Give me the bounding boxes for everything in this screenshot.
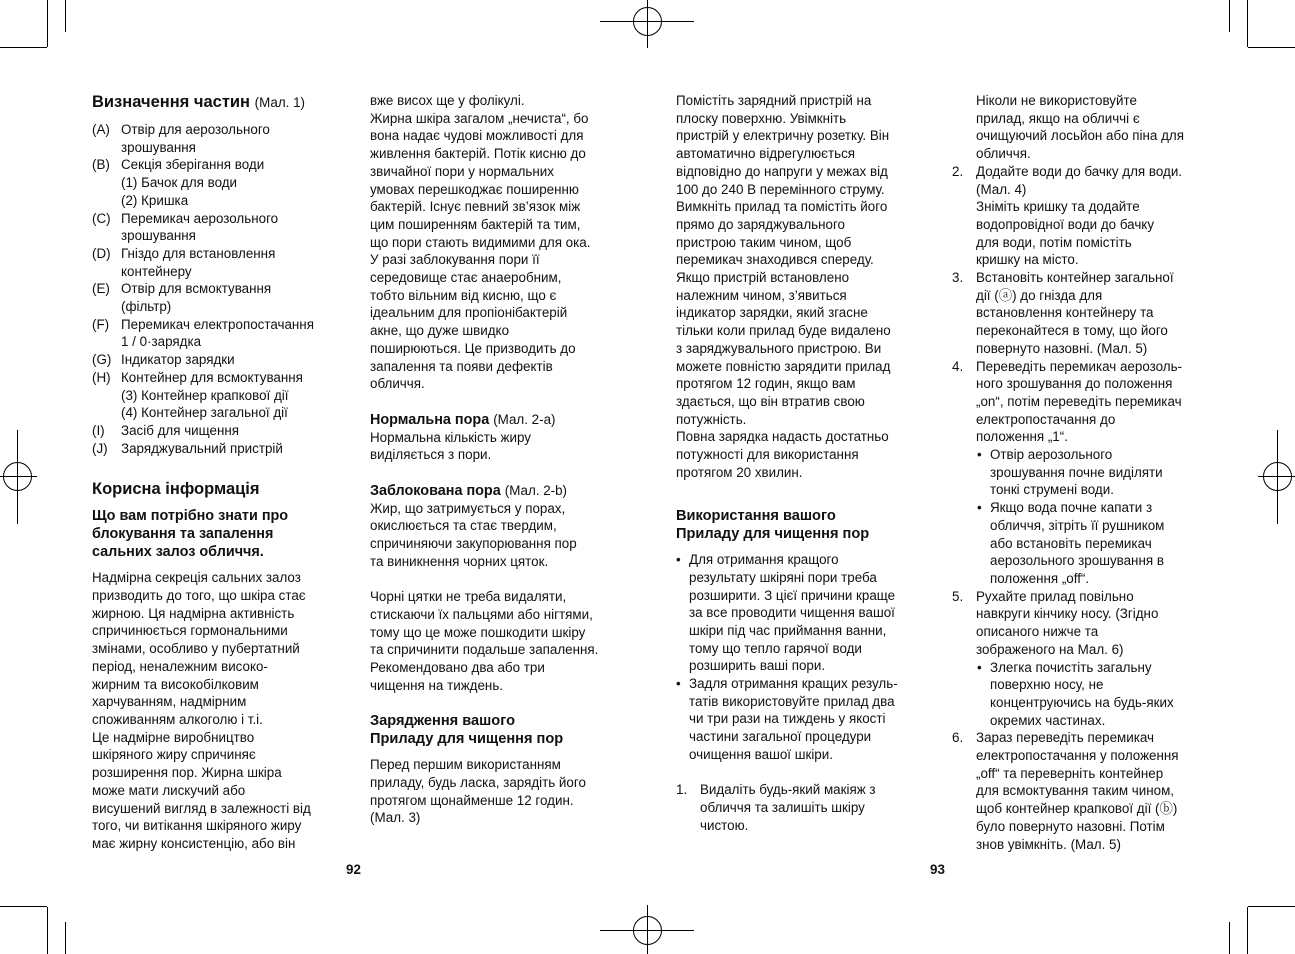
text-line: концентруючись на будь-яких [990, 694, 1174, 710]
text-line: протягом щонайменше 12 годин. [370, 792, 574, 808]
part-item-marker: (C) [92, 210, 111, 226]
text-line: прилад, якщо на обличчі є [976, 110, 1140, 126]
text-line: бактерій. Існує певний зв’язок між [370, 199, 581, 215]
step-item [952, 729, 1210, 853]
text-line: пристрою таким чином, щоб [676, 234, 852, 250]
text-line: положення „1“. [976, 429, 1068, 445]
text-line: ідеальним для пропіонібактерій [370, 305, 568, 321]
text-line: аерозольного зрошування в [990, 553, 1164, 569]
normal-pore-title: Нормальна пора [370, 411, 490, 428]
text-line: окремих частинах. [990, 712, 1106, 728]
charging-title-line: Приладу для чищення пор [370, 731, 564, 748]
part-item [92, 210, 342, 245]
text-line: Це надмірне виробництво [92, 729, 255, 745]
part-item-marker: (F) [92, 316, 110, 332]
text-line: Для отримання кращого [689, 552, 839, 568]
text-line: що пори стають видимими для ока. [370, 234, 591, 250]
normal-pore-text [370, 429, 625, 464]
text-line: потужності для використання [676, 447, 859, 463]
text-line: знов увімкніть. (Мал. 5) [976, 836, 1121, 852]
text-line: Встановіть контейнер загальної [976, 270, 1174, 286]
page-number-right: 93 [930, 862, 945, 877]
text-line: умовах перешкоджає поширенню [370, 181, 579, 197]
text-line: чи три рази на тиждень у якості [689, 711, 886, 727]
text-line: Зараз переведіть перемикач [976, 730, 1155, 746]
text-line: (Мал. 3) [370, 810, 421, 826]
steps-list [952, 163, 1210, 853]
text-line: тому що це може пошкодити шкіру [370, 624, 586, 640]
text-line: „on“, потім переведіть перемикач [976, 393, 1182, 409]
text-line: контейнеру [121, 263, 192, 279]
part-item-marker: (D) [92, 245, 111, 261]
step-bullet [976, 499, 1210, 588]
step-item [952, 358, 1210, 588]
step-item [952, 163, 1210, 269]
text-line: звичайної пори у нормальних [370, 163, 554, 179]
column-4 [952, 92, 1210, 853]
text-line: переконайтеся в тому, що його [976, 323, 1168, 339]
text-line: може мати лискучий або [92, 782, 246, 798]
part-item [92, 316, 342, 351]
step-bullet [976, 446, 1210, 499]
text-line: встановлення контейнеру та [976, 305, 1154, 321]
text-line: тільки коли прилад буде видалено [676, 323, 891, 339]
text-line: навкруги кінчику носу. (Згідно [976, 606, 1159, 622]
text-line: розширити. З цієї причини краще [689, 587, 896, 603]
text-line: Видаліть будь-який макіяж з [700, 782, 876, 798]
text-line: акне, що дуже швидко [370, 323, 510, 339]
text-line: Якщо вода почне капати з [990, 500, 1153, 516]
text-line: обличчя. [976, 146, 1031, 162]
blocked-pore-text [370, 500, 625, 571]
info-subtitle-line: блокування та запалення [92, 526, 274, 543]
text-line: цим поширенням бактерій та тим, [370, 216, 581, 232]
text-line: можете повністю зарядити прилад [676, 358, 891, 374]
step-item-marker: 1. [676, 782, 688, 798]
part-item [92, 245, 342, 280]
text-line: тобто вільним від кисню, що є [370, 287, 557, 303]
text-line: Отвір аерозольного [990, 447, 1113, 463]
text-line: результату шкіряні пори треба [689, 569, 877, 585]
step-bullet-marker: • [977, 447, 982, 463]
part-item-marker: (A) [92, 122, 110, 137]
usage-bullets [676, 551, 931, 763]
text-line: зрошування [121, 139, 196, 155]
step-item-marker: 2. [952, 163, 964, 179]
part-item-marker: (G) [92, 352, 112, 368]
blackheads-text [370, 588, 625, 694]
part-item-marker: (B) [92, 157, 110, 173]
text-line: повернуто назовні. (Мал. 5) [976, 340, 1148, 356]
text-line: протягом 20 хвилин. [676, 464, 803, 480]
step-item [676, 781, 931, 834]
info-subtitle-line: Що вам потрібно знати про [92, 508, 289, 525]
text-line: „off“ та переверніть контейнер [976, 765, 1164, 781]
text-line: електропостачання до [976, 411, 1116, 427]
text-line: Зніміть кришку та додайте [976, 199, 1140, 215]
text-line: та виникнення чорних цяток. [370, 553, 549, 569]
text-line: того, чи витікання шкіряного жиру [92, 818, 302, 834]
text-line: Засіб для чищення [121, 422, 240, 438]
text-line: Нормальна кількість жиру [370, 429, 531, 445]
step-item [952, 588, 1210, 730]
text-line: Якщо пристрій встановлено [676, 270, 850, 286]
text-line: чистою. [700, 817, 749, 833]
step-bullet-marker: • [977, 500, 982, 516]
text-line: здається, що він втратив свою [676, 393, 865, 409]
text-line: прямо до заряджувального [676, 216, 845, 232]
usage-bullet-marker: • [676, 676, 681, 692]
step-bullet [976, 659, 1210, 730]
text-line: окислюється та стає твердим, [370, 518, 557, 534]
text-line: тому що тепло гарячої води [689, 640, 862, 656]
text-line: розширення пор. Жирна шкіра [92, 765, 282, 781]
text-line: кришку на місто. [976, 252, 1079, 268]
charging-text [370, 756, 625, 827]
text-line: Переведіть перемикач аерозоль- [976, 358, 1183, 374]
text-line: ного зрошування до положення [976, 376, 1173, 392]
text-line: та спричинити подальше запалення. [370, 642, 599, 658]
text-line: вона надає чудові можливості для [370, 128, 584, 144]
text-line: Повна зарядка надасть достатньо [676, 429, 889, 445]
text-line: Перемикач аерозольного [121, 210, 279, 226]
text-line: (1) Бачок для води [121, 175, 238, 191]
text-line: тонкі струмені води. [990, 482, 1114, 498]
text-line: Гніздо для встановлення [121, 245, 276, 261]
text-line: Перемикач електропостачання [121, 316, 314, 332]
text-line: спричиняючи закупорювання пор [370, 536, 577, 552]
text-line: очищуючий лосьйон або піна для [976, 128, 1184, 144]
step-item-marker: 3. [952, 270, 964, 286]
text-line: споживанням алкоголю і т.і. [92, 711, 263, 727]
text-line: 100 до 240 В перемінного струму. [676, 181, 885, 197]
usage-title-line: Використання вашого [676, 508, 836, 525]
text-line: шкіряного жиру спричиняє [92, 747, 256, 763]
text-line: дії (ⓐ) до гнізда для [976, 287, 1103, 303]
text-line: поширюються. Це призводить до [370, 340, 576, 356]
text-line: призводить до того, що шкіра стає [92, 588, 306, 604]
part-item [92, 121, 342, 156]
text-line: (2) Кришка [121, 192, 189, 208]
blocked-pore-title: Заблокована пора [370, 482, 501, 499]
step-1 [676, 781, 931, 834]
text-line: для води, потім помістіть [976, 234, 1132, 250]
text-line: водопровідної води до бачку [976, 216, 1155, 232]
text-line: плоску поверхню. Увімкніть [676, 110, 847, 126]
part-item [92, 422, 342, 440]
text-line: розширить ваші пори. [689, 658, 826, 674]
text-line: індикатор зарядки, який згасне [676, 305, 868, 321]
text-line: живлення бактерій. Потік кисню до [370, 146, 586, 162]
text-line: (3) Контейнер крапкової дії [121, 387, 289, 403]
usage-bullet-marker: • [676, 552, 681, 568]
info-subtitle-line: сальних залоз обличчя. [92, 544, 264, 561]
text-line: Жир, що затримується у порах, [370, 500, 566, 516]
text-line: Жирна шкіра загалом „нечиста“, бо [370, 110, 589, 126]
text-line: висушений вигляд в залежності від [92, 800, 311, 816]
info-subtitle [92, 507, 342, 561]
text-line: жирною. Ця надмірна активність [92, 605, 295, 621]
text-line: спричинюється гормональними [92, 623, 288, 639]
text-line: (4) Контейнер загальної дії [121, 405, 288, 421]
text-line: шкіри під час приймання ванни, [689, 622, 887, 638]
text-line: татів використовуйте прилад два [689, 693, 895, 709]
text-line: Індикатор зарядки [121, 352, 235, 368]
column-1 [92, 92, 342, 853]
info-text [92, 569, 342, 852]
text-line: для всмоктування таким чином, [976, 783, 1174, 799]
text-line: Отвір для аерозольного [121, 122, 270, 137]
text-line: було повернуто назовні. Потім [976, 818, 1165, 834]
normal-pore-figure-ref: (Мал. 2-a) [493, 411, 556, 427]
text-line: Чорні цятки не треба видаляти, [370, 589, 567, 605]
step-1-continued [952, 92, 1210, 163]
text-line: має жирну консистенцію, або він [92, 835, 296, 851]
text-line: обличчя та залишіть шкіру [700, 799, 865, 815]
text-line: очищення вашої шкіри. [689, 746, 833, 762]
text-line: жирним та високобілковим [92, 676, 259, 692]
text-line: Перед першим використанням [370, 757, 561, 773]
text-line: або встановіть перемикач [990, 535, 1152, 551]
text-line: описаного нижче та [976, 624, 1099, 640]
info-title: Корисна інформація [92, 480, 260, 499]
text-line: обличчя, зітріть її рушником [990, 517, 1165, 533]
usage-title-line: Приладу для чищення пор [676, 526, 870, 543]
blocked-pore-heading [370, 482, 625, 500]
text-line: протягом 12 годин, якщо вам [676, 376, 856, 392]
charging-text-continued [676, 92, 931, 481]
text-line: пристрій у електричну розетку. Він [676, 128, 890, 144]
charging-title [370, 712, 625, 748]
normal-pore-heading [370, 411, 625, 429]
part-item [92, 369, 342, 422]
text-line: чищення на тиждень. [370, 677, 504, 693]
text-line: електропостачання у положення [976, 748, 1179, 764]
text-line: Помістіть зарядний пристрій на [676, 93, 872, 108]
text-line: частини загальної процедури [689, 729, 872, 745]
usage-title [676, 507, 931, 543]
text-line: 1 / 0·зарядка [121, 334, 202, 350]
column-2 [370, 92, 625, 827]
text-line: період, неналежним високо- [92, 658, 268, 674]
parts-title: Визначення частин [92, 93, 251, 111]
page-number-left: 92 [346, 862, 361, 877]
text-line: приладу, будь ласка, зарядіть його [370, 774, 586, 790]
parts-heading [92, 92, 342, 113]
text-line: з заряджувального пристрою. Ви [676, 340, 882, 356]
step-item-marker: 5. [952, 588, 964, 604]
text-line: (Мал. 4) [976, 181, 1027, 197]
text-line: Додайте води до бачку для води. [976, 163, 1183, 179]
part-item-marker: (E) [92, 281, 110, 297]
step-item [952, 269, 1210, 358]
step-bullet-marker: • [977, 659, 982, 675]
parts-figure-ref: (Мал. 1) [254, 95, 305, 110]
text-line: Ніколи не використовуйте [976, 93, 1137, 108]
part-item-marker: (I) [92, 422, 105, 438]
part-item-marker: (H) [92, 369, 111, 385]
text-line: поверхню носу, не [990, 677, 1104, 693]
text-line: запалення та появи дефектів [370, 358, 553, 374]
part-item [92, 351, 342, 369]
text-line: щоб контейнер крапкової дії (ⓑ) [976, 801, 1178, 817]
text-line: Надмірна секреція сальних залоз [92, 570, 301, 586]
text-line: Вимкніть прилад та помістіть його [676, 199, 888, 215]
part-item [92, 280, 342, 315]
text-line: змінами, особливо у пубертатний [92, 641, 300, 657]
text-line: зрошування почне виділяти [990, 464, 1163, 480]
text-line: Секція зберігання води [121, 157, 265, 173]
text-line: обличчя. [370, 376, 425, 392]
text-line: Рухайте прилад повільно [976, 588, 1134, 604]
charging-title-line: Зарядження вашого [370, 713, 516, 730]
part-item [92, 156, 342, 209]
part-item [92, 440, 342, 458]
text-line: зображеного на Мал. 6) [976, 641, 1124, 657]
text-line: вже висох ще у фолікулі. [370, 93, 525, 108]
step-item-marker: 6. [952, 730, 964, 746]
column-3 [676, 92, 931, 834]
text-line: зрошування [121, 228, 196, 244]
text-line: за все проводити чищення вашої [689, 605, 895, 621]
text-line: середовище стає анаеробним, [370, 270, 562, 286]
text-line: належним чином, з’явиться [676, 287, 847, 303]
parts-list [92, 121, 342, 457]
usage-bullet [676, 551, 931, 675]
text-line: виділяється з пори. [370, 447, 492, 463]
text-line: Заряджувальний пристрій [121, 440, 283, 456]
text-line: У разі заблокування пори її [370, 252, 540, 268]
text-line: автоматично відрегулюється [676, 146, 856, 162]
blocked-pore-figure-ref: (Мал. 2-b) [504, 482, 568, 498]
text-line: стискаючи їх пальцями або нігтями, [370, 606, 593, 622]
text-line: харчуванням, надмірним [92, 694, 247, 710]
text-line: перемикач знаходився спереду. [676, 252, 874, 268]
text-line: потужність. [676, 411, 747, 427]
text-line: положення „off“. [990, 570, 1090, 586]
text-line: відповідно до напруги у межах від [676, 163, 888, 179]
step-item-marker: 4. [952, 358, 964, 374]
sebum-text-continued [370, 92, 625, 393]
text-line: Рекомендовано два або три [370, 660, 545, 676]
text-line: (фільтр) [121, 299, 172, 315]
text-line: Злегка почистіть загальну [990, 659, 1152, 675]
text-line: Задля отримання кращих резуль- [689, 676, 898, 692]
text-line: Контейнер для всмоктування [121, 369, 303, 385]
text-line: Отвір для всмоктування [121, 281, 272, 297]
usage-bullet [676, 675, 931, 764]
part-item-marker: (J) [92, 440, 108, 456]
